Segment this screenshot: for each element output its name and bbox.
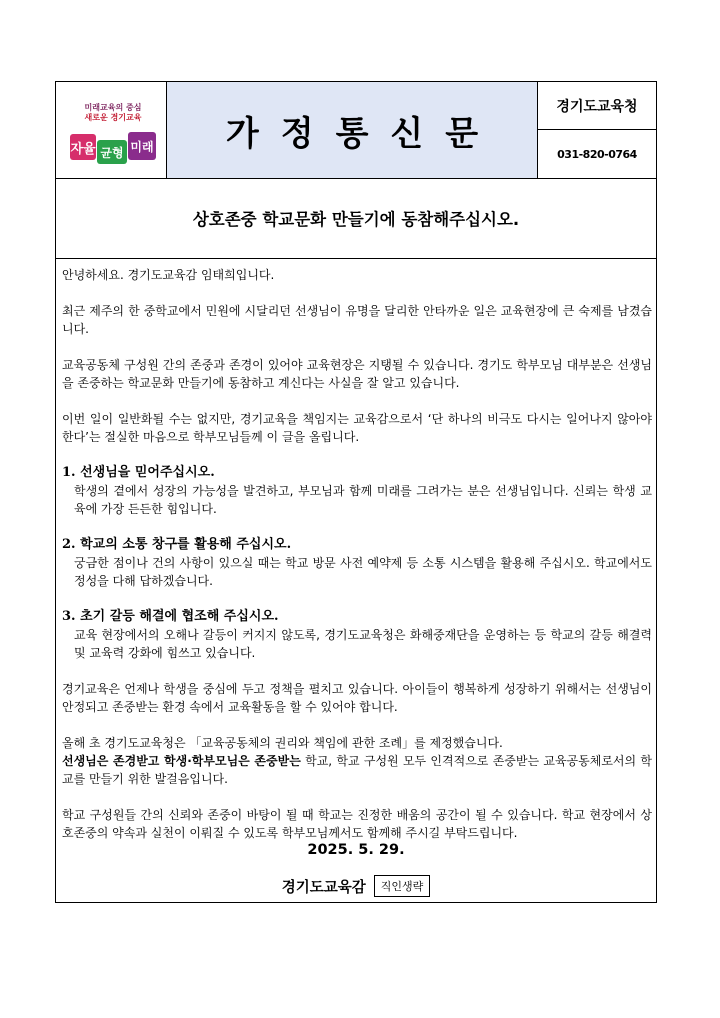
logo-box-autonomy: 자율 [70,134,96,160]
section-1-body: 학생의 곁에서 성장의 가능성을 발견하고, 부모님과 함께 미래를 그려가는 분은 선생님입니다. 신뢰는 학생 교육에 가장 든든한 힘입니다. [74,484,652,516]
section-3-body: 교육 현장에서의 오해나 갈등이 커지지 않도록, 경기도교육청은 화해중재단을 운영하는 등 학교의 갈등 해결력 및 교육력 강화에 힘쓰고 있습니다. [74,628,652,660]
notice-frame [55,81,657,903]
title-cell [167,82,538,178]
header [56,82,656,179]
closing-paragraph-3: 학교 구성원들 간의 신뢰와 존중이 바탕이 될 때 학교는 진정한 배움의 공간이 될 수 있습니다. 학교 현장에서 상호존중의 약속과 실천이 이뤄질 수 있도록 학부모님께서도 함께해 주시길 부탁드립니다. [62,808,652,840]
page-title: 가정통신문 [225,113,501,154]
phone-number: 031-820-0764 [557,147,637,161]
section-2-title: 2. 학교의 소통 창구를 활용해 주십시오. [62,537,292,552]
closing-rest: 학교, 학교 구성원 모두 인격적으로 존중받는 교육공동체로서의 학교를 만들기 위한 발걸음입니다. [62,754,652,786]
signature-block [56,875,656,897]
closing-paragraph-1: 경기교육은 언제나 학생을 중심에 두고 정책을 펼치고 있습니다. 아이들이 행복하게 성장하기 위해서는 선생님이 안정되고 존중받는 환경 속에서 교육활동을 할 수 있어야 합니다. [62,682,652,714]
closing-paragraph-2 [62,752,652,788]
closing-paragraph-2-line1: 올해 초 경기도교육청은 「교육공동체의 권리와 책임에 관한 조례」를 제정했습니다. [62,736,503,750]
section-2-body: 궁금한 점이나 건의 사항이 있으실 때는 학교 방문 사전 예약제 등 소통 시스템을 활용해 주십시오. 학교에서도 정성을 다해 답하겠습니다. [74,556,652,588]
org-name: 경기도교육청 [538,82,656,130]
closing-bold-phrase: 선생님은 존경받고 학생·학부모님은 존중받는 [62,754,301,768]
logo-slogan [70,103,156,123]
intro-paragraph-3: 이번 일이 일반화될 수는 없지만, 경기교육을 책임지는 교육감으로서 ‘단 하나의 비극도 다시는 일어나지 않아야 한다’는 절실한 마음으로 학부모님들께 이 글을 올립니다. [62,412,652,444]
signer-name: 경기도교육감 [281,879,366,896]
logo [56,82,167,178]
section-1-title: 1. 선생님을 믿어주십시오. [62,465,215,480]
subject-heading: 상호존중 학교문화 만들기에 동참해주십시오. [56,178,656,259]
logo-boxes [70,130,156,164]
letter-body [62,266,652,842]
intro-paragraph-1: 최근 제주의 한 중학교에서 민원에 시달리던 선생님이 유명을 달리한 안타까운 일은 교육현장에 큰 숙제를 남겼습니다. [62,304,652,336]
logo-box-balance: 균형 [97,140,127,164]
section-3-title: 3. 초기 갈등 해결에 협조해 주십시오. [62,609,279,624]
seal-omitted-stamp: 직인생략 [374,875,431,897]
greeting: 안녕하세요. 경기도교육감 임태희입니다. [62,268,275,282]
logo-line1: 미래교육의 중심 [84,103,142,112]
logo-line2: 새로운 경기교육 [84,113,142,122]
intro-paragraph-2: 교육공동체 구성원 간의 존중과 존경이 있어야 교육현장은 지탱될 수 있습니다. 경기도 학부모님 대부분은 선생님을 존중하는 학교문화 만들기에 동참하고 계신다는 사실을 잘 알고 있습니다. [62,358,652,390]
logo-box-future: 미래 [128,132,156,160]
issue-date: 2025. 5. 29. [307,842,405,858]
